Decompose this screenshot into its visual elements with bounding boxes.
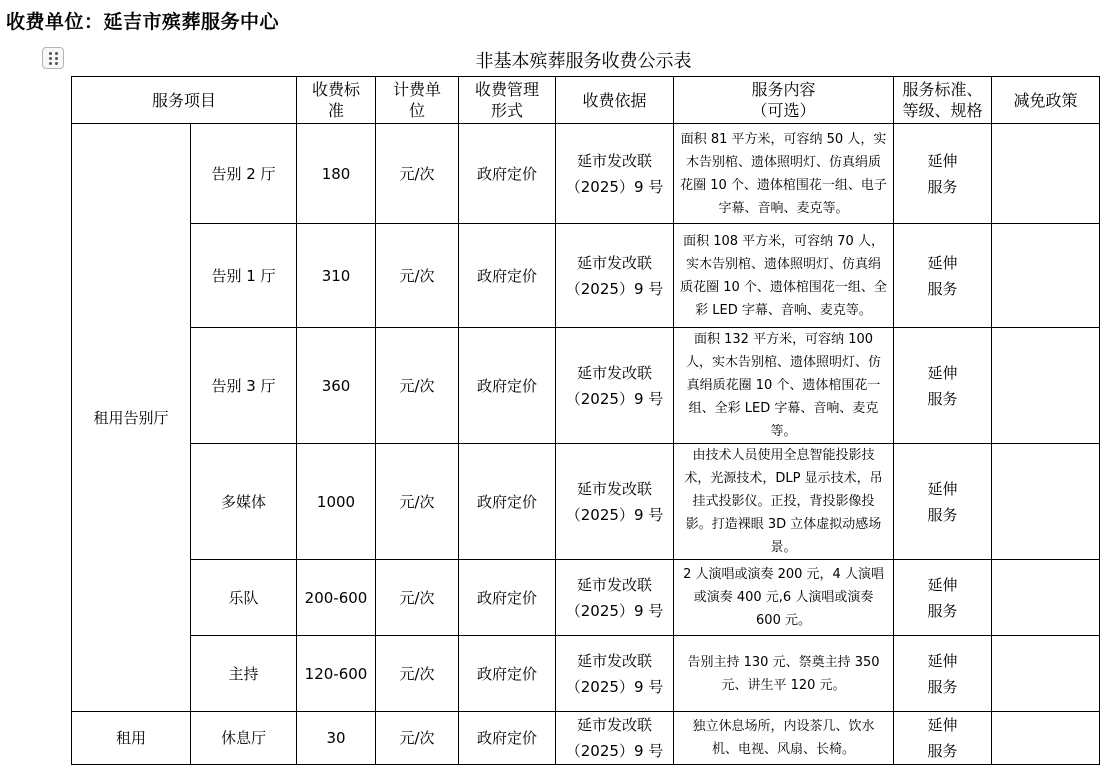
exemption-cell (992, 124, 1100, 224)
unit-cell: 元/次 (376, 124, 459, 224)
standard-cell: 延伸 服务 (894, 328, 992, 444)
content-cell: 2 人演唱或演奏 200 元，4 人演唱或演奏 400 元,6 人演唱或演奏 600 元。 (674, 560, 894, 636)
basis-cell: 延市发改联 （2025）9 号 (556, 636, 674, 712)
fee-cell: 360 (297, 328, 376, 444)
unit-cell: 元/次 (376, 224, 459, 328)
content-cell: 面积 81 平方米，可容纳 50 人，实木告别棺、遗体照明灯、仿真绢质花圈 10 个、遗体棺围花一组、电子字幕、音响、麦克等。 (674, 124, 894, 224)
table-title: 非基本殡葬服务收费公示表 (475, 51, 692, 72)
table-row (72, 712, 1100, 765)
col-management-form: 收费管理 形式 (459, 77, 556, 124)
table-row (72, 560, 1100, 636)
mgmt-cell: 政府定价 (459, 560, 556, 636)
basis-cell: 延市发改联 （2025）9 号 (556, 124, 674, 224)
fee-cell: 120-600 (297, 636, 376, 712)
mgmt-cell: 政府定价 (459, 224, 556, 328)
item-cell: 休息厅 (191, 712, 297, 765)
standard-cell: 延伸 服务 (894, 444, 992, 560)
content-cell: 面积 132 平方米，可容纳 100 人，实木告别棺、遗体照明灯、仿真绢质花圈 10 个、遗体棺围花一组、全彩 LED 字幕、音响、麦克等。 (674, 328, 894, 444)
billing-unit: 收费单位：延吉市殡葬服务中心 (6, 11, 280, 33)
table-row (72, 636, 1100, 712)
content-cell: 由技术人员使用全息智能投影技术，光源技术，DLP 显示技术，吊挂式投影仪。正投，背投影像投影。打造裸眼 3D 立体虚拟动感场景。 (674, 444, 894, 560)
basis-cell: 延市发改联 （2025）9 号 (556, 560, 674, 636)
table-row (72, 444, 1100, 560)
basis-cell: 延市发改联 （2025）9 号 (556, 328, 674, 444)
mgmt-cell: 政府定价 (459, 328, 556, 444)
col-fee-standard: 收费标 准 (297, 77, 376, 124)
mgmt-cell: 政府定价 (459, 124, 556, 224)
fee-cell: 180 (297, 124, 376, 224)
standard-cell: 延伸 服务 (894, 224, 992, 328)
table-row (72, 224, 1100, 328)
content-cell: 告别主持 130 元、祭奠主持 350 元、讲生平 120 元。 (674, 636, 894, 712)
group-cell: 租用 (72, 712, 191, 765)
mgmt-cell: 政府定价 (459, 712, 556, 765)
exemption-cell (992, 444, 1100, 560)
unit-cell: 元/次 (376, 328, 459, 444)
fee-cell: 30 (297, 712, 376, 765)
col-fee-basis: 收费依据 (556, 77, 674, 124)
table-row (72, 124, 1100, 224)
basis-cell: 延市发改联 （2025）9 号 (556, 712, 674, 765)
fee-cell: 200-600 (297, 560, 376, 636)
standard-cell: 延伸 服务 (894, 712, 992, 765)
item-cell: 告别 3 厅 (191, 328, 297, 444)
basis-cell: 延市发改联 （2025）9 号 (556, 444, 674, 560)
fee-cell: 1000 (297, 444, 376, 560)
col-service-item: 服务项目 (72, 77, 297, 124)
basis-cell: 延市发改联 （2025）9 号 (556, 224, 674, 328)
fee-cell: 310 (297, 224, 376, 328)
mgmt-cell: 政府定价 (459, 444, 556, 560)
col-exemption: 减免政策 (992, 77, 1100, 124)
unit-cell: 元/次 (376, 444, 459, 560)
fee-table (71, 76, 1100, 765)
col-billing-unit: 计费单 位 (376, 77, 459, 124)
exemption-cell (992, 712, 1100, 765)
exemption-cell (992, 560, 1100, 636)
standard-cell: 延伸 服务 (894, 560, 992, 636)
standard-cell: 延伸 服务 (894, 124, 992, 224)
table-row (72, 328, 1100, 444)
exemption-cell (992, 636, 1100, 712)
item-cell: 主持 (191, 636, 297, 712)
item-cell: 告别 2 厅 (191, 124, 297, 224)
content-cell: 独立休息场所，内设茶几、饮水机、电视、风扇、长椅。 (674, 712, 894, 765)
group-cell: 租用告别厅 (72, 124, 191, 712)
exemption-cell (992, 328, 1100, 444)
col-service-standard: 服务标准、 等级、规格 (894, 77, 992, 124)
unit-cell: 元/次 (376, 560, 459, 636)
unit-cell: 元/次 (376, 712, 459, 765)
standard-cell: 延伸 服务 (894, 636, 992, 712)
item-cell: 多媒体 (191, 444, 297, 560)
header-row (72, 77, 1100, 124)
content-cell: 面积 108 平方米，可容纳 70 人，实木告别棺、遗体照明灯、仿真绢质花圈 10 个、遗体棺围花一组、全彩 LED 字幕、音响、麦克等。 (674, 224, 894, 328)
unit-cell: 元/次 (376, 636, 459, 712)
item-cell: 告别 1 厅 (191, 224, 297, 328)
col-service-content: 服务内容 （可选） (674, 77, 894, 124)
item-cell: 乐队 (191, 560, 297, 636)
exemption-cell (992, 224, 1100, 328)
mgmt-cell: 政府定价 (459, 636, 556, 712)
